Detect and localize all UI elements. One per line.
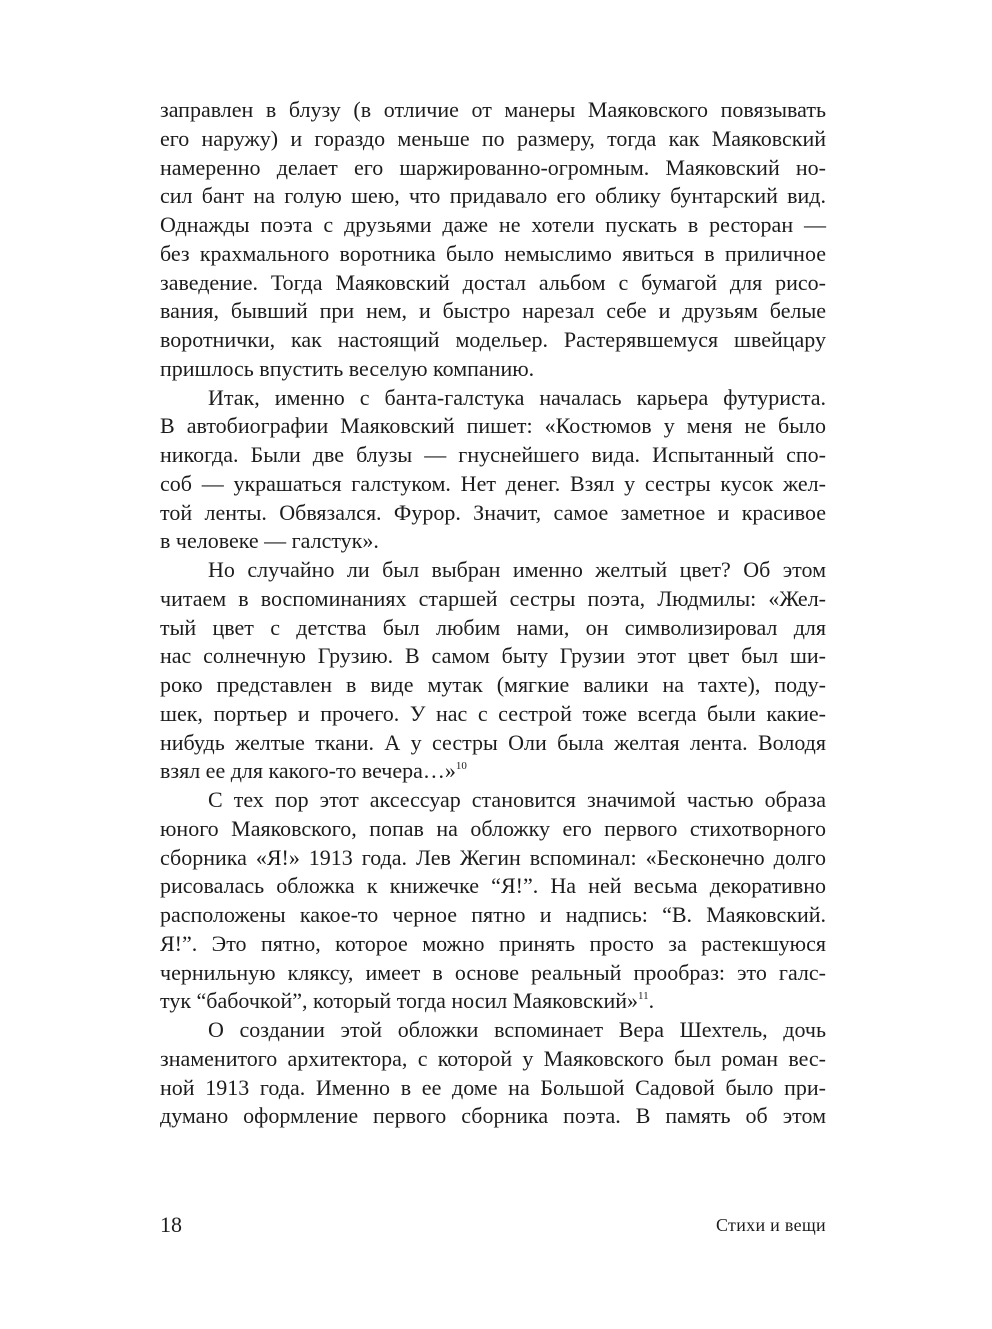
body-text	[160, 96, 826, 1131]
footnote-marker[interactable]: 10	[455, 760, 467, 773]
page-number: 18	[160, 1212, 182, 1237]
text-line: соб — украшаться галстуком. Нет денег. Взял у сестры кусок жел-	[160, 470, 826, 496]
text-line: Однажды поэта с друзьями даже не хотели пускать в ресторан —	[160, 212, 826, 237]
paragraph	[160, 786, 826, 1016]
text-line: рисовалась обложка к книжечке “Я!”. На ней весьма декоративно	[160, 873, 826, 899]
text-line: читаем в воспоминаниях старшей сестры поэта, Людмилы: «Жел-	[160, 585, 826, 611]
text-line: сил бант на голую шею, что придавало его облику бунтарский вид.	[160, 183, 826, 209]
text-line: ной 1913 года. Именно в ее доме на Большой Садовой было при-	[160, 1074, 826, 1100]
paragraph	[160, 1016, 826, 1131]
text-line: пришлось впустить веселую компанию.	[160, 355, 535, 381]
text-line: намеренно делает его шаржированно-огромным. Маяковский но-	[160, 154, 826, 180]
footnote-marker[interactable]: 11	[638, 990, 649, 1003]
text-line: без крахмального воротника было немыслимо явиться в приличное	[160, 240, 826, 266]
text-line: расположены какое-то черное пятно и надпись: “В. Маяковский.	[160, 902, 826, 927]
text-line: думано оформление первого сборника поэта. В память об этом	[160, 1103, 826, 1129]
text-line: Но случайно ли был выбран именно желтый цвет? Об этом	[208, 557, 826, 582]
page-footer	[160, 1212, 826, 1242]
text-line: вания, бывший при нем, и быстро нарезал себе и друзьям белые	[160, 298, 826, 324]
text-line: В автобиографии Маяковский пишет: «Костюмов у меня не было	[160, 413, 826, 439]
text-line: Я!”. Это пятно, которое можно принять просто за растекшуюся	[160, 930, 826, 956]
text-line: О создании этой обложки вспоминает Вера Шехтель, дочь	[208, 1017, 826, 1042]
text-line: заведение. Тогда Маяковский достал альбом с бумагой для рисо-	[160, 269, 826, 295]
paragraph	[160, 556, 826, 786]
text-line: чернильную кляксу, имеет в основе реальный прообраз: это галс-	[160, 959, 826, 985]
text-line: нас солнечную Грузию. В самом быту Грузии этот цвет был ши-	[160, 643, 826, 669]
text-line: сборника «Я!» 1913 года. Лев Жегин вспоминал: «Бесконечно долго	[160, 844, 826, 870]
text-line: тый цвет с детства был любим нами, он символизировал для	[160, 614, 826, 640]
text-line: знаменитого архитектора, с которой у Маяковского был роман вес-	[160, 1045, 826, 1071]
paragraph	[160, 96, 826, 384]
text-line: юного Маяковского, попав на обложку его первого стихотворного	[160, 815, 826, 841]
text-line: той ленты. Обвязался. Фурор. Значит, самое заметное и красивое	[160, 499, 826, 525]
paragraph	[160, 384, 826, 557]
text-line: воротнички, как настоящий модельер. Растерявшемуся швейцару	[160, 327, 826, 352]
text-line: взял ее для какого-то вечера…»$^{10}$	[160, 758, 467, 784]
text-line: С тех пор этот аксессуар становится значимой частью образа	[208, 787, 826, 812]
text-line: тук “бабочкой”, который тогда носил Маяковский»$^{11}$.	[160, 988, 655, 1014]
running-title: Стихи и вещи	[715, 1215, 826, 1235]
text-line: в человеке — галстук».	[160, 528, 379, 554]
punctuation: .	[648, 988, 655, 1014]
text-line: его наружу) и гораздо меньше по размеру, тогда как Маяковский	[160, 125, 826, 151]
text-line: Итак, именно с банта-галстука началась карьера футуриста.	[208, 384, 826, 410]
text-line: шек, портьер и прочего. У нас с сестрой тоже всегда были какие-	[160, 700, 826, 726]
text-line: никогда. Были две блузы — гнуснейшего вида. Испытанный спо-	[160, 442, 826, 467]
text-line: роко представлен в виде мутак (мягкие валики на тахте), поду-	[160, 672, 826, 697]
text-line: заправлен в блузу (в отличие от манеры Маяковского повязывать	[160, 97, 826, 122]
text-line: нибудь желтые ткани. А у сестры Оли была желтая лента. Володя	[160, 729, 826, 755]
